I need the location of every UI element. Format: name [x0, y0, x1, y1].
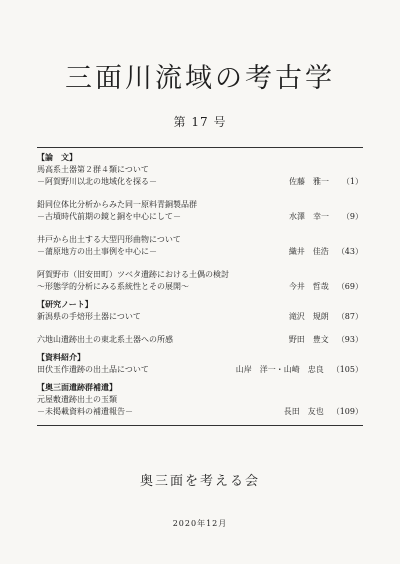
toc-entry	[37, 199, 363, 223]
entry-title: 新潟県の手焙形土器について	[37, 312, 141, 321]
entry-byline	[289, 281, 363, 293]
entry-byline	[289, 211, 363, 223]
journal-title: 三面川流域の考古学	[65, 63, 335, 94]
entry-author: 水澤 幸一	[289, 212, 329, 221]
section-site-supplement	[37, 382, 363, 418]
entry-title: 阿賀野市（旧安田町）ツベタ遺跡における土偶の検討	[37, 270, 229, 279]
table-of-contents	[37, 152, 363, 424]
toc-entry	[37, 334, 363, 346]
entry-byline	[289, 176, 363, 188]
entry-byline	[289, 246, 363, 258]
entry-author: 野田 豊文	[288, 335, 329, 344]
publisher-name: 奥三面を考える会	[139, 474, 260, 489]
entry-subtitle: －古墳時代前期の鏡と銅を中心にして－	[37, 212, 181, 221]
entry-title: 馬高系土器第２群４類について	[37, 165, 149, 174]
entry-byline	[289, 311, 363, 323]
section-material-reports	[37, 352, 363, 376]
entry-subtitle: －蒲原地方の出土事例を中心に－	[37, 247, 157, 256]
section-heading: 【論 文】	[37, 153, 77, 162]
entry-title: 鉛同位体比分析からみた同一原料青銅製品群	[37, 200, 197, 209]
entry-page: （43）	[336, 247, 363, 256]
entry-byline	[284, 406, 363, 418]
entry-page: （87）	[336, 312, 363, 321]
entry-subtitle: ～形態学的分析にみる系統性とその展開～	[37, 282, 189, 291]
toc-entry	[37, 234, 363, 258]
toc-entry	[37, 311, 363, 323]
entry-page: （105）	[331, 365, 363, 374]
entry-title: 井戸から出土する大型円形曲物について	[37, 235, 181, 244]
entry-page: （109）	[331, 407, 363, 416]
toc-entry	[37, 269, 363, 293]
entry-page: （1）	[341, 177, 363, 186]
entry-author: 滝沢 規朗	[288, 312, 329, 321]
entry-page: （9）	[341, 212, 363, 221]
entry-author: 織井 佳浩	[288, 247, 329, 256]
toc-entry	[37, 394, 363, 418]
publication-date: 2020年12月	[172, 519, 228, 528]
entry-author: 佐藤 雅一	[289, 177, 329, 186]
toc-entry	[37, 364, 363, 376]
bottom-divider	[37, 425, 363, 426]
section-heading: 【資料紹介】	[37, 353, 85, 362]
entry-title: 六地山遺跡出土の東北系土器への所感	[37, 335, 173, 344]
entry-subtitle: －未掲載資料の補遺報告－	[37, 407, 133, 416]
entry-subtitle: －阿賀野川以北の地域化を探る－	[37, 177, 157, 186]
entry-author: 山岸 洋一・山崎 忠良	[235, 365, 324, 374]
section-heading: 【奥三面遺跡群補遺】	[37, 383, 117, 392]
entry-byline	[236, 364, 363, 376]
entry-byline	[289, 334, 363, 346]
section-research-notes	[37, 299, 363, 346]
section-papers	[37, 152, 363, 293]
entry-author: 長田 友也	[283, 407, 324, 416]
section-heading: 【研究ノート】	[37, 300, 93, 309]
entry-author: 今井 哲哉	[288, 282, 329, 291]
entry-title: 元屋敷遺跡出土の玉類	[37, 395, 117, 404]
entry-title: 田伏玉作遺跡の出土品について	[37, 365, 149, 374]
entry-page: （69）	[336, 282, 363, 291]
top-divider	[37, 147, 363, 148]
toc-entry	[37, 164, 363, 188]
entry-page: （93）	[336, 335, 363, 344]
issue-number: 第 17 号	[173, 115, 227, 129]
